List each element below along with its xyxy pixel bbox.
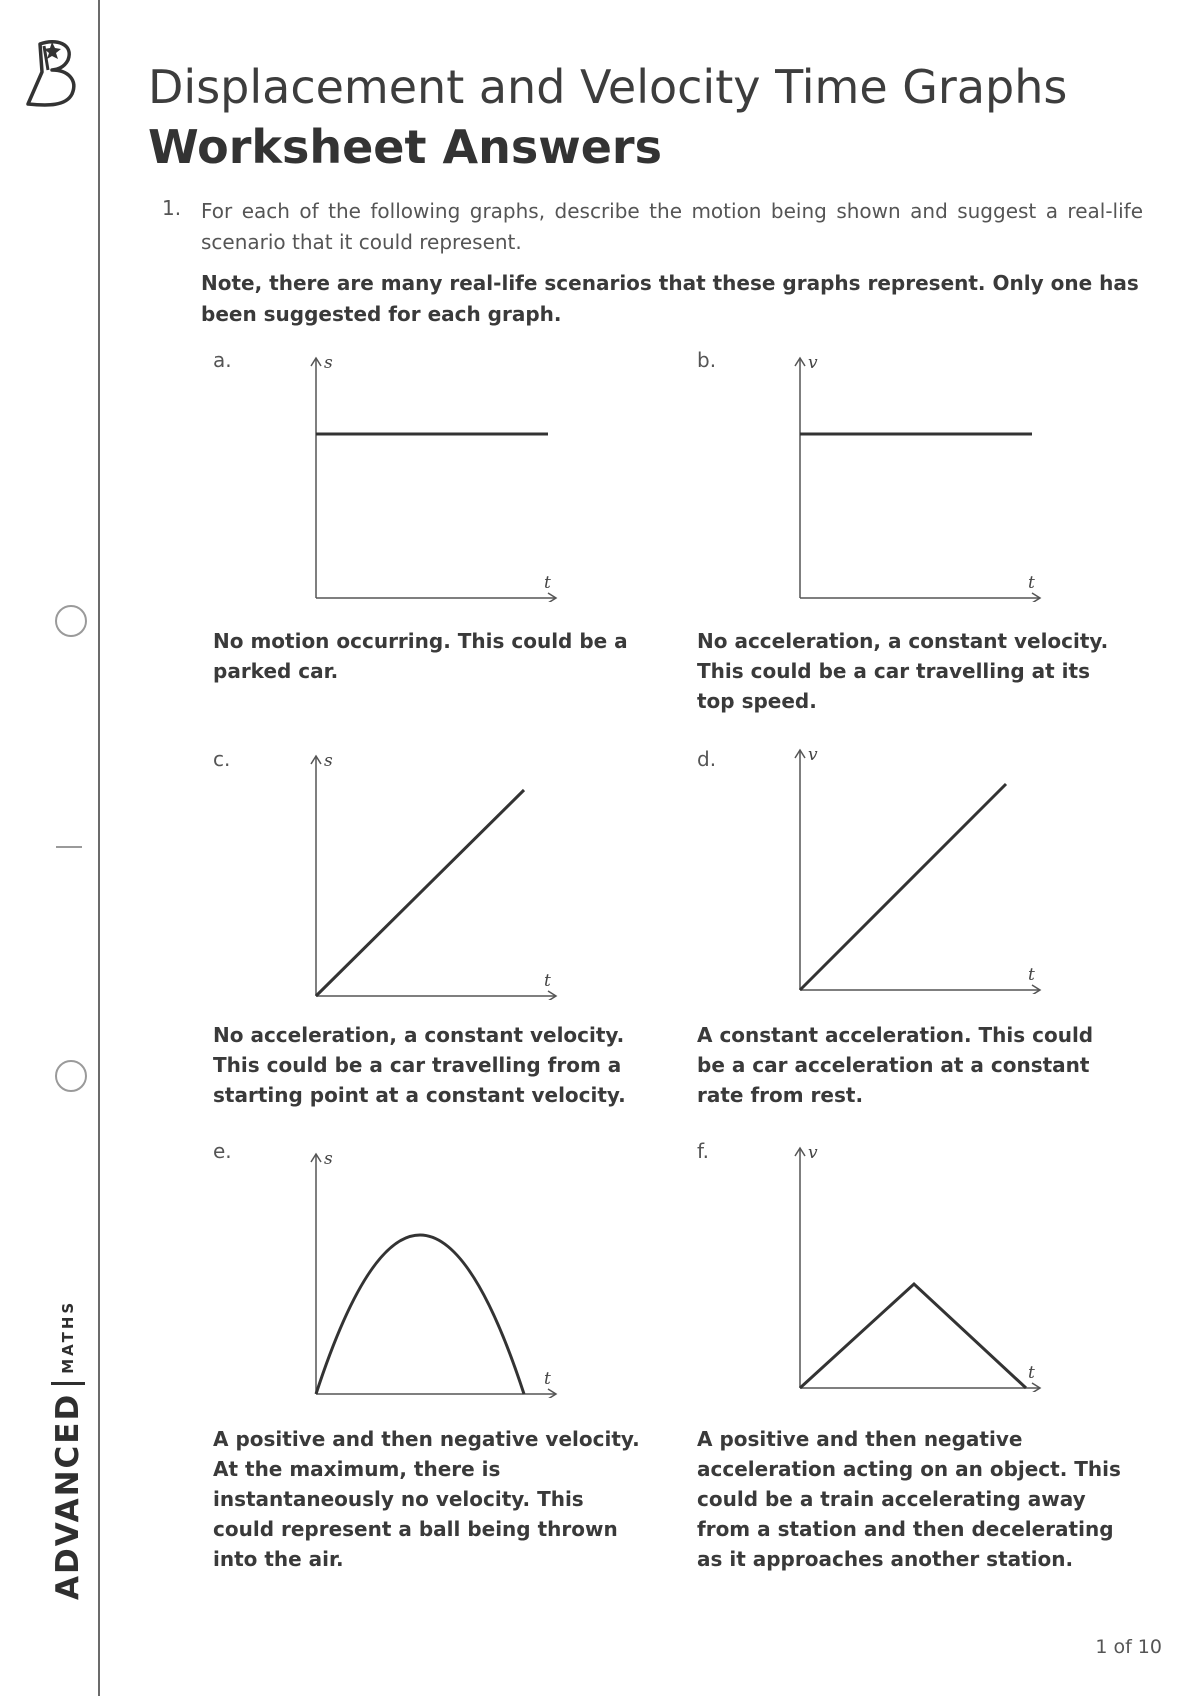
page-subtitle: Worksheet Answers: [148, 120, 662, 174]
fold-mark: [56, 846, 82, 848]
y-axis-label: s: [324, 751, 333, 771]
x-axis-label: t: [1028, 965, 1035, 985]
motion-line: [800, 1284, 1026, 1388]
answer-a: No motion occurring. This could be a parked car.: [213, 629, 628, 683]
motion-line: [800, 784, 1006, 990]
graph-b: [784, 350, 1044, 602]
y-axis-label: s: [324, 353, 333, 373]
question-note: Note, there are many real-life scenarios that these graphs represent. Only one has been suggested for each graph.: [201, 271, 1139, 326]
brand-sub-text: MATHS: [59, 1299, 77, 1374]
motion-line: [316, 790, 524, 996]
answer-f: A positive and then negative acceleration acting on an object. This could be a train accelerating away from a station and then decelerating as it approaches another station.: [697, 1427, 1121, 1571]
x-axis-label: t: [544, 1369, 551, 1389]
graph-f: [784, 1140, 1044, 1392]
x-axis-label: t: [544, 971, 551, 991]
page-title: Displacement and Velocity Time Graphs: [148, 60, 1068, 114]
punch-hole-top: [55, 605, 87, 637]
graph-label-e: e.: [213, 1139, 232, 1163]
answer-b: No acceleration, a constant velocity. This could be a car travelling at its top speed.: [697, 629, 1109, 713]
x-axis-label: t: [1028, 1363, 1035, 1383]
graph-c: [300, 748, 560, 1000]
x-axis-label: t: [544, 573, 551, 593]
answer-c: No acceleration, a constant velocity. This could be a car travelling from a starting point at a constant velocity.: [213, 1023, 626, 1107]
brand-main-text: ADVANCED: [50, 1392, 86, 1600]
motion-curve: [316, 1235, 524, 1394]
page-number: 1 of 10: [1095, 1636, 1162, 1658]
graph-label-a: a.: [213, 348, 232, 372]
graph-label-d: d.: [697, 747, 717, 771]
answer-d: A constant acceleration. This could be a car acceleration at a constant rate from rest.: [697, 1023, 1094, 1107]
question-number: 1.: [162, 196, 182, 220]
brand-separator: [51, 1382, 85, 1385]
answer-e: A positive and then negative velocity. At the maximum, there is instantaneously no velocity. This could represent a ball being thrown into the air.: [213, 1427, 640, 1571]
margin-rule: [98, 0, 100, 1696]
brand-wordmark: [50, 1300, 86, 1600]
y-axis-label: v: [808, 1143, 818, 1163]
y-axis-label: v: [808, 353, 818, 373]
graph-d: [784, 742, 1044, 994]
punch-hole-bottom: [55, 1060, 87, 1092]
graph-label-c: c.: [213, 747, 231, 771]
x-axis-label: t: [1028, 573, 1035, 593]
graph-label-b: b.: [697, 348, 717, 372]
graph-label-f: f.: [697, 1139, 709, 1163]
y-axis-label: s: [324, 1149, 333, 1169]
beyond-b-logo-icon: [22, 34, 82, 112]
question-text: For each of the following graphs, describe the motion being shown and suggest a real-life scenario that it could represent.: [201, 199, 1143, 254]
graph-e: [300, 1146, 560, 1398]
graph-a: [300, 350, 560, 602]
y-axis-label: v: [808, 745, 818, 765]
